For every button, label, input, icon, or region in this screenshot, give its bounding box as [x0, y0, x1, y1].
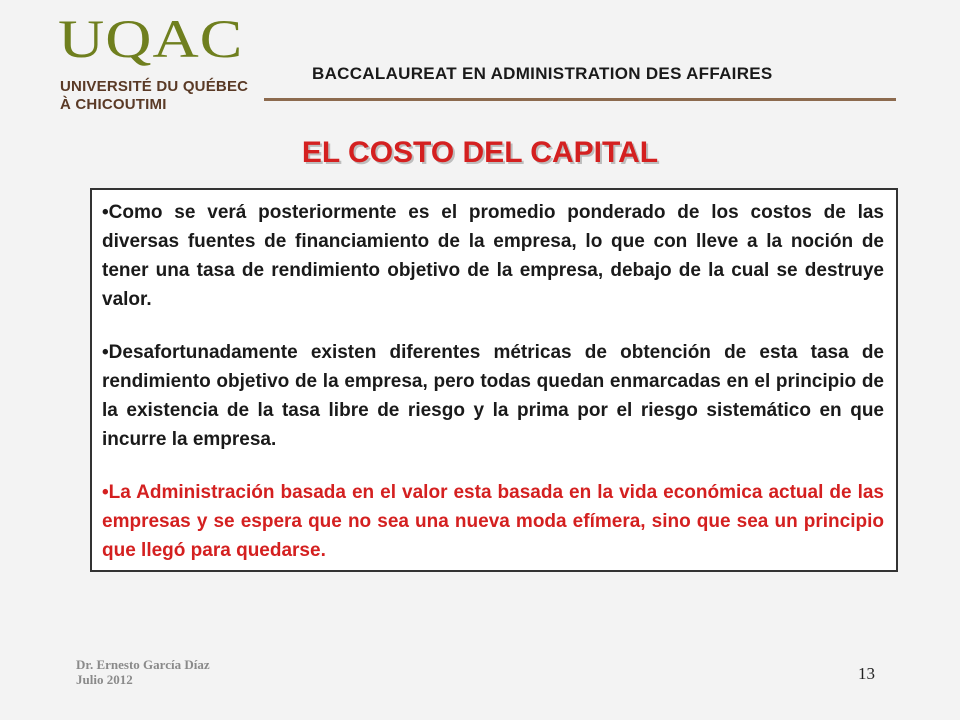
- slide-title: EL COSTO DEL CAPITAL: [301, 136, 659, 169]
- header-divider: [264, 98, 896, 101]
- program-header: BACCALAUREAT EN ADMINISTRATION DES AFFAIRES: [312, 64, 773, 83]
- page-number: 13: [858, 664, 875, 683]
- logo-university-line: UNIVERSITÉ DU QUÉBEC: [60, 78, 249, 95]
- bullet-1: • Como se verá posteriormente es el promedio ponderado de los costos de las diversas fuentes de financiamiento de la empresa, lo que con lleve a la noción de tener una tasa de rendimiento objetivo de la empresa, debajo de la cual se destruye valor.: [102, 198, 884, 314]
- bullet-3: • La Administración basada en el valor esta basada en la vida económica actual de las empresas y se espera que no sea una nueva moda efímera, sino que sea un principio que llegó para quedarse.: [102, 478, 884, 565]
- logo-wordmark: UQAC: [58, 8, 244, 69]
- logo-city-line: À CHICOUTIMI: [60, 96, 167, 113]
- content-box: [90, 188, 898, 572]
- uqac-logo: [58, 8, 268, 113]
- footer-date: Julio 2012: [76, 672, 133, 687]
- footer-author: Dr. Ernesto García Díaz: [76, 657, 210, 672]
- bullet-2: • Desafortunadamente existen diferentes métricas de obtención de esta tasa de rendimiento objetivo de la empresa, pero todas quedan enmarcadas en el principio de la existencia de la tasa libre de riesgo y la prima por el riesgo sistemático en que incurre la empresa.: [102, 338, 884, 454]
